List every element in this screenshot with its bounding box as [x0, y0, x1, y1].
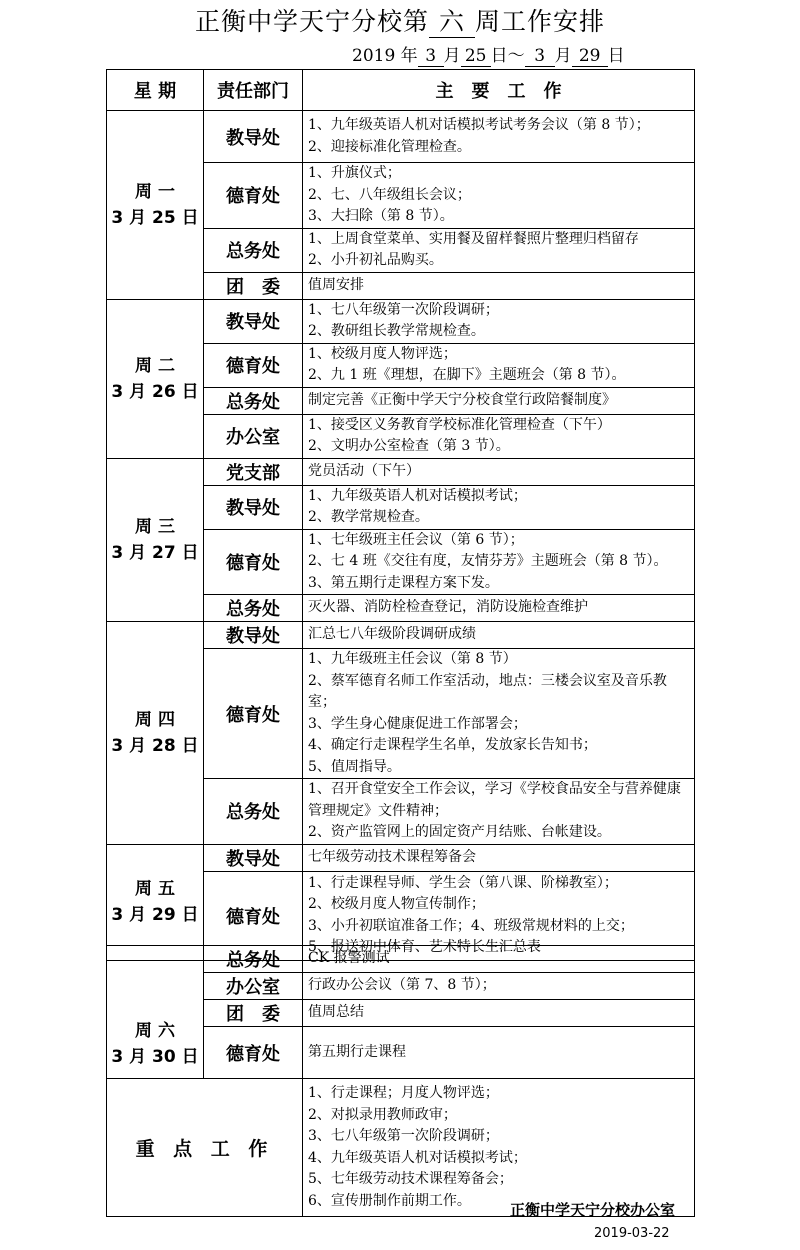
range-tilde: 日～ — [490, 46, 525, 66]
work-item: 1、七年级班主任会议（第 6 节）； — [308, 531, 524, 548]
dept-cell: 办公室 — [204, 414, 303, 458]
dept-cell: 团 委 — [204, 272, 303, 299]
work-item: 1、接受区义务教育学校标准化管理检查（下午） — [308, 416, 611, 433]
work-cell — [303, 595, 695, 622]
key-work-item: 3、七八年级第一次阶段调研； — [308, 1128, 499, 1144]
day-cell-monday — [107, 111, 204, 300]
dept-cell: 办公室 — [204, 973, 303, 1000]
key-work-item: 1、行走课程；月度人物评选； — [308, 1085, 499, 1101]
work-cell — [303, 844, 695, 871]
dept-cell: 总务处 — [204, 228, 303, 272]
work-cell — [303, 299, 695, 343]
work-item: 行政办公会议（第 7、8 节）； — [308, 977, 496, 994]
work-item: 2、迎接标准化管理检查。 — [308, 138, 471, 155]
work-item: 1、七八年级第一次阶段调研； — [308, 301, 499, 318]
work-item: 3、大扫除（第 8 节）。 — [308, 208, 454, 224]
work-item: 1、召开食堂安全工作会议，学习《学校食品安全与营养健康管理规定》文件精神； — [308, 781, 681, 819]
year-char: 年 — [400, 46, 418, 66]
work-cell — [303, 649, 695, 779]
year: 2019 — [352, 46, 396, 66]
end-month-char: 月 — [554, 46, 572, 66]
start-month: 3 — [418, 46, 444, 67]
day-date: 3 月 27 日 — [111, 542, 199, 563]
work-cell — [303, 111, 695, 163]
weekend-table — [106, 945, 695, 1217]
schedule-table — [106, 69, 695, 961]
table-row — [107, 946, 695, 973]
work-cell — [303, 163, 695, 229]
dept-cell: 教导处 — [204, 111, 303, 163]
work-item: CK 报警测试 — [308, 950, 390, 967]
work-item: 1、升旗仪式； — [308, 165, 401, 181]
start-month-char: 月 — [443, 46, 461, 66]
work-item: 2、文明办公室检查（第 3 节）。 — [308, 438, 510, 454]
table-row — [107, 299, 695, 343]
work-cell — [303, 1000, 695, 1027]
work-item: 2、资产监管网上的固定资产月结账、台帐建设。 — [308, 824, 611, 840]
day-cell-saturday — [107, 946, 204, 1079]
dept-cell: 教导处 — [204, 622, 303, 649]
dept-cell: 总务处 — [204, 946, 303, 973]
start-day: 25 — [461, 46, 491, 67]
dept-cell: 德育处 — [204, 649, 303, 779]
dept-cell: 团 委 — [204, 1000, 303, 1027]
work-item: 5、报送初中体育、艺术特长生汇总表 — [308, 939, 541, 955]
dept-cell: 教导处 — [204, 844, 303, 871]
day-date: 3 月 26 日 — [111, 381, 199, 402]
dept-cell: 总务处 — [204, 779, 303, 845]
title-suffix: 周工作安排 — [475, 7, 606, 36]
key-work-item: 5、七年级劳动技术课程筹备会； — [308, 1171, 513, 1187]
work-item: 值周总结 — [308, 1004, 364, 1021]
work-cell — [303, 272, 695, 299]
weekday-label: 周 三 — [135, 516, 175, 537]
day-cell-tuesday — [107, 299, 204, 458]
dept-cell: 教导处 — [204, 299, 303, 343]
end-day-char: 日 — [607, 46, 625, 66]
work-item: 值周安排 — [308, 276, 364, 293]
work-cell — [303, 1027, 695, 1079]
work-item: 1、九年级英语人机对话模拟考试考务会议（第 8 节）； — [308, 117, 650, 133]
work-item: 1、校级月度人物评选； — [308, 345, 457, 362]
work-item: 3、小升初联谊准备工作；4、班级常规材料的上交； — [308, 917, 634, 934]
work-item: 2、九 1 班《理想，在脚下》主题班会（第 8 节）。 — [308, 367, 626, 383]
dept-cell: 总务处 — [204, 387, 303, 414]
work-item: 汇总七八年级阶段调研成绩 — [308, 626, 476, 643]
day-date: 3 月 30 日 — [111, 1047, 199, 1067]
dept-cell: 德育处 — [204, 529, 303, 595]
key-work-item: 6、宣传册制作前期工作。 — [308, 1192, 471, 1209]
day-cell-friday — [107, 844, 204, 960]
day-date: 3 月 25 日 — [111, 207, 199, 228]
work-item: 3、学生身心健康促进工作部署会； — [308, 715, 527, 732]
work-item: 第五期行走课程 — [308, 1043, 406, 1060]
footer-organization: 正衡中学天宁分校办公室 — [510, 1201, 676, 1219]
table-row — [107, 458, 695, 485]
dept-cell: 党支部 — [204, 458, 303, 485]
work-item: 2、校级月度人物宣传制作； — [308, 896, 485, 912]
date-range — [352, 43, 625, 69]
work-cell — [303, 387, 695, 414]
key-work-item: 4、九年级英语人机对话模拟考试； — [308, 1149, 527, 1166]
work-item: 2、小升初礼品购买。 — [308, 252, 443, 268]
work-item: 2、蔡军德育名师工作室活动，地点：三楼会议室及音乐教室； — [308, 672, 667, 710]
dept-cell: 德育处 — [204, 1027, 303, 1079]
column-header-dept: 责任部门 — [204, 70, 303, 111]
work-item: 党员活动（下午） — [308, 462, 420, 479]
work-item: 1、上周食堂菜单、实用餐及留样餐照片整理归档留存 — [308, 230, 639, 247]
day-cell-thursday — [107, 622, 204, 845]
work-cell — [303, 622, 695, 649]
work-item: 2、教研组长教学常规检查。 — [308, 323, 485, 339]
table-row — [107, 622, 695, 649]
work-cell — [303, 414, 695, 458]
weekday-label: 周 一 — [135, 181, 175, 202]
key-work-cell — [303, 1079, 695, 1217]
page-title — [0, 2, 800, 42]
dept-cell: 德育处 — [204, 871, 303, 960]
table-row — [107, 1079, 695, 1217]
footer-date: 2019-03-22 — [594, 1226, 670, 1241]
work-cell — [303, 343, 695, 387]
work-item: 1、九年级班主任会议（第 8 节） — [308, 651, 517, 667]
table-row — [107, 111, 695, 163]
key-work-label: 重 点 工 作 — [107, 1079, 303, 1217]
work-item: 1、九年级英语人机对话模拟考试； — [308, 487, 527, 504]
work-cell — [303, 458, 695, 485]
work-cell — [303, 946, 695, 973]
end-day: 29 — [572, 46, 608, 67]
dept-cell: 德育处 — [204, 343, 303, 387]
day-date: 3 月 29 日 — [111, 905, 199, 925]
title-prefix: 正衡中学天宁分校第 — [194, 7, 429, 36]
column-header-day: 星 期 — [107, 70, 204, 111]
weekday-label: 周 五 — [135, 879, 175, 899]
key-work-item: 2、对拟录用教师政审； — [308, 1106, 457, 1123]
work-item: 制定完善《正衡中学天宁分校食堂行政陪餐制度》 — [308, 391, 616, 408]
work-cell — [303, 485, 695, 529]
work-item: 七年级劳动技术课程筹备会 — [308, 848, 476, 865]
dept-cell: 总务处 — [204, 595, 303, 622]
work-cell — [303, 973, 695, 1000]
work-item: 1、行走课程导师、学生会（第八课、阶梯教室）； — [308, 874, 618, 891]
week-number: 六 — [429, 7, 475, 38]
weekday-label: 周 二 — [135, 355, 175, 376]
work-item: 4、确定行走课程学生名单，发放家长告知书； — [308, 737, 597, 753]
work-item: 3、第五期行走课程方案下发。 — [308, 574, 499, 591]
weekday-label: 周 六 — [135, 1021, 175, 1041]
end-month: 3 — [525, 46, 555, 67]
work-cell — [303, 779, 695, 845]
work-cell — [303, 228, 695, 272]
work-item: 2、七、八年级组长会议； — [308, 186, 471, 203]
table-row — [107, 844, 695, 871]
work-item: 灭火器、消防栓检查登记，消防设施检查维护 — [308, 599, 588, 616]
dept-cell: 教导处 — [204, 485, 303, 529]
work-item: 2、教学常规检查。 — [308, 509, 429, 525]
work-item: 5、值周指导。 — [308, 758, 401, 775]
day-cell-wednesday — [107, 458, 204, 622]
work-item: 2、七 4 班《交往有度，友情芬芳》主题班会（第 8 节）。 — [308, 553, 668, 569]
column-header-work: 主 要 工 作 — [303, 70, 695, 111]
table-header-row — [107, 70, 695, 111]
weekday-label: 周 四 — [135, 709, 175, 730]
work-cell — [303, 529, 695, 595]
day-date: 3 月 28 日 — [111, 735, 199, 756]
dept-cell: 德育处 — [204, 163, 303, 229]
